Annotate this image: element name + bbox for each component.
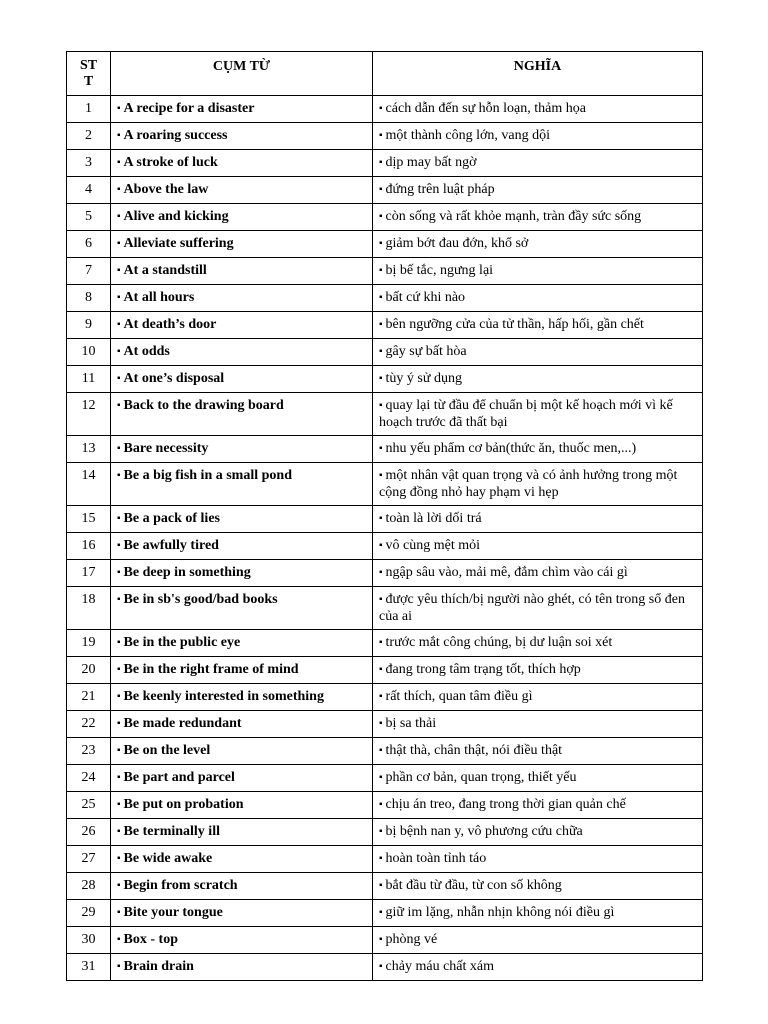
table-row (67, 630, 703, 657)
bullet-icon: ▪ (379, 400, 383, 411)
bullet-icon: ▪ (117, 238, 121, 249)
bullet-icon: ▪ (379, 907, 383, 918)
meaning-text: phòng vé (385, 932, 438, 947)
phrase-cell (111, 463, 373, 506)
meaning-cell (373, 177, 703, 204)
table-row (67, 96, 703, 123)
bullet-icon: ▪ (379, 470, 383, 481)
meaning-cell (373, 96, 703, 123)
bullet-icon: ▪ (117, 961, 121, 972)
phrase-text: A roaring success (123, 128, 228, 143)
phrase-cell (111, 506, 373, 533)
meaning-cell (373, 150, 703, 177)
bullet-icon: ▪ (379, 637, 383, 648)
bullet-icon: ▪ (117, 718, 121, 729)
phrase-text: At all hours (123, 290, 195, 305)
table-row (67, 711, 703, 738)
phrase-cell (111, 711, 373, 738)
phrase-text: Back to the drawing board (123, 398, 284, 413)
phrase-text: At death’s door (123, 317, 217, 332)
bullet-icon: ▪ (379, 540, 383, 551)
meaning-text: được yêu thích/bị người nào ghét, có tên trong sổ đen của ai (379, 592, 685, 624)
meaning-cell (373, 819, 703, 846)
meaning-cell (373, 792, 703, 819)
row-number: 7 (67, 258, 111, 285)
phrase-cell (111, 393, 373, 436)
bullet-icon: ▪ (117, 346, 121, 357)
phrase-text: Be in the right frame of mind (123, 662, 299, 677)
phrase-cell (111, 738, 373, 765)
table-row (67, 927, 703, 954)
phrase-text: Be a big fish in a small pond (123, 468, 292, 483)
table-row (67, 436, 703, 463)
bullet-icon: ▪ (117, 745, 121, 756)
row-number: 1 (67, 96, 111, 123)
bullet-icon: ▪ (117, 400, 121, 411)
meaning-cell (373, 436, 703, 463)
row-number: 26 (67, 819, 111, 846)
phrase-text: Begin from scratch (123, 878, 238, 893)
bullet-icon: ▪ (379, 513, 383, 524)
row-number: 16 (67, 533, 111, 560)
phrase-text: Be deep in something (123, 565, 251, 580)
phrase-cell (111, 258, 373, 285)
phrase-text: Be wide awake (123, 851, 213, 866)
row-number: 6 (67, 231, 111, 258)
meaning-text: rất thích, quan tâm điều gì (385, 689, 533, 704)
table-row (67, 873, 703, 900)
header-meaning: NGHĨA (373, 52, 703, 96)
bullet-icon: ▪ (379, 961, 383, 972)
row-number: 30 (67, 927, 111, 954)
meaning-text: còn sống và rất khỏe mạnh, tràn đầy sức sống (385, 209, 642, 224)
meaning-text: thật thà, chân thật, nói điều thật (385, 743, 563, 758)
meaning-cell (373, 463, 703, 506)
phrase-cell (111, 819, 373, 846)
row-number: 8 (67, 285, 111, 312)
bullet-icon: ▪ (379, 443, 383, 454)
phrase-cell (111, 312, 373, 339)
phrase-cell (111, 231, 373, 258)
row-number: 20 (67, 657, 111, 684)
bullet-icon: ▪ (379, 103, 383, 114)
meaning-text: vô cùng mệt mỏi (385, 538, 481, 553)
meaning-cell (373, 258, 703, 285)
row-number: 29 (67, 900, 111, 927)
meaning-cell (373, 630, 703, 657)
table-row (67, 506, 703, 533)
phrase-cell (111, 96, 373, 123)
meaning-cell (373, 533, 703, 560)
bullet-icon: ▪ (379, 772, 383, 783)
row-number: 25 (67, 792, 111, 819)
meaning-cell (373, 711, 703, 738)
bullet-icon: ▪ (379, 373, 383, 384)
row-number: 24 (67, 765, 111, 792)
meaning-text: giữ im lặng, nhẫn nhịn không nói điều gì (385, 905, 615, 920)
bullet-icon: ▪ (379, 346, 383, 357)
phrase-cell (111, 366, 373, 393)
bullet-icon: ▪ (117, 826, 121, 837)
header-phrase: CỤM TỪ (111, 52, 373, 96)
bullet-icon: ▪ (117, 211, 121, 222)
meaning-cell (373, 393, 703, 436)
phrase-cell (111, 846, 373, 873)
meaning-text: bắt đầu từ đầu, từ con số không (385, 878, 562, 893)
row-number: 15 (67, 506, 111, 533)
meaning-text: gây sự bất hòa (385, 344, 467, 359)
meaning-cell (373, 285, 703, 312)
bullet-icon: ▪ (379, 691, 383, 702)
phrase-text: Above the law (123, 182, 209, 197)
phrase-cell (111, 436, 373, 463)
bullet-icon: ▪ (117, 292, 121, 303)
meaning-text: bất cứ khi nào (385, 290, 466, 305)
meaning-text: một nhân vật quan trọng và có ảnh hưởng trong một cộng đồng nhỏ hay phạm vi hẹp (379, 468, 678, 500)
table-row (67, 123, 703, 150)
meaning-text: bên ngưỡng cửa của tử thần, hấp hối, gần chết (385, 317, 644, 332)
bullet-icon: ▪ (379, 567, 383, 578)
row-number: 22 (67, 711, 111, 738)
bullet-icon: ▪ (379, 130, 383, 141)
table-row (67, 846, 703, 873)
phrase-cell (111, 684, 373, 711)
phrase-text: A stroke of luck (123, 155, 218, 170)
table-row (67, 819, 703, 846)
bullet-icon: ▪ (379, 799, 383, 810)
row-number: 19 (67, 630, 111, 657)
phrase-text: A recipe for a disaster (123, 101, 255, 116)
row-number: 28 (67, 873, 111, 900)
meaning-text: bị sa thải (385, 716, 437, 731)
meaning-cell (373, 954, 703, 981)
phrase-text: Be made redundant (123, 716, 242, 731)
row-number: 13 (67, 436, 111, 463)
row-number: 17 (67, 560, 111, 587)
phrase-text: Box - top (123, 932, 178, 947)
row-number: 23 (67, 738, 111, 765)
table-row (67, 533, 703, 560)
table-row (67, 684, 703, 711)
meaning-cell (373, 846, 703, 873)
meaning-text: cách dẫn đến sự hỗn loạn, thảm họa (385, 101, 586, 116)
table-row (67, 900, 703, 927)
phrase-cell (111, 204, 373, 231)
row-number: 27 (67, 846, 111, 873)
phrase-cell (111, 927, 373, 954)
bullet-icon: ▪ (379, 292, 383, 303)
phrase-cell (111, 657, 373, 684)
bullet-icon: ▪ (117, 443, 121, 454)
phrase-text: At odds (123, 344, 170, 359)
meaning-text: trước mắt công chúng, bị dư luận soi xét (385, 635, 613, 650)
phrase-text: Be awfully tired (123, 538, 219, 553)
phrase-cell (111, 150, 373, 177)
bullet-icon: ▪ (379, 745, 383, 756)
bullet-icon: ▪ (379, 853, 383, 864)
bullet-icon: ▪ (379, 934, 383, 945)
meaning-text: bị bệnh nan y, vô phương cứu chữa (385, 824, 583, 839)
meaning-text: dịp may bất ngờ (385, 155, 477, 170)
row-number: 5 (67, 204, 111, 231)
meaning-text: tùy ý sử dụng (385, 371, 462, 386)
bullet-icon: ▪ (117, 853, 121, 864)
table-row (67, 738, 703, 765)
bullet-icon: ▪ (379, 238, 383, 249)
bullet-icon: ▪ (379, 319, 383, 330)
phrase-cell (111, 285, 373, 312)
phrase-cell (111, 533, 373, 560)
meaning-cell (373, 312, 703, 339)
bullet-icon: ▪ (117, 567, 121, 578)
table-row (67, 258, 703, 285)
table-row (67, 366, 703, 393)
table-header-row (67, 52, 703, 96)
meaning-text: toàn là lời dối trá (385, 511, 482, 526)
table-row (67, 285, 703, 312)
bullet-icon: ▪ (117, 691, 121, 702)
table-row (67, 954, 703, 981)
phrase-cell (111, 123, 373, 150)
table-row (67, 339, 703, 366)
phrase-text: Be on the level (123, 743, 211, 758)
meaning-cell (373, 900, 703, 927)
bullet-icon: ▪ (379, 184, 383, 195)
table-row (67, 312, 703, 339)
row-number: 10 (67, 339, 111, 366)
bullet-icon: ▪ (379, 594, 383, 605)
meaning-cell (373, 765, 703, 792)
meaning-text: đang trong tâm trạng tốt, thích hợp (385, 662, 581, 677)
meaning-cell (373, 684, 703, 711)
bullet-icon: ▪ (117, 772, 121, 783)
table-row (67, 177, 703, 204)
meaning-text: phần cơ bản, quan trọng, thiết yếu (385, 770, 577, 785)
bullet-icon: ▪ (117, 373, 121, 384)
row-number: 14 (67, 463, 111, 506)
row-number: 12 (67, 393, 111, 436)
bullet-icon: ▪ (117, 319, 121, 330)
bullet-icon: ▪ (379, 664, 383, 675)
meaning-text: quay lại từ đầu để chuẩn bị một kế hoạch mới vì kế hoạch trước đã thất bại (379, 398, 673, 430)
row-number: 2 (67, 123, 111, 150)
phrase-text: Be keenly interested in something (123, 689, 324, 704)
bullet-icon: ▪ (379, 826, 383, 837)
table-row (67, 792, 703, 819)
bullet-icon: ▪ (117, 664, 121, 675)
table-row (67, 463, 703, 506)
meaning-cell (373, 231, 703, 258)
phrase-cell (111, 339, 373, 366)
meaning-cell (373, 506, 703, 533)
row-number: 31 (67, 954, 111, 981)
bullet-icon: ▪ (117, 799, 121, 810)
meaning-text: một thành công lớn, vang dội (385, 128, 551, 143)
phrase-cell (111, 873, 373, 900)
meaning-cell (373, 738, 703, 765)
meaning-text: ngập sâu vào, mải mê, đắm chìm vào cái gì (385, 565, 628, 580)
meaning-cell (373, 587, 703, 630)
meaning-text: nhu yếu phẩm cơ bản(thức ăn, thuốc men,...) (385, 441, 637, 456)
phrase-text: Bare necessity (123, 441, 209, 456)
phrase-cell (111, 765, 373, 792)
bullet-icon: ▪ (117, 103, 121, 114)
phrase-cell (111, 560, 373, 587)
bullet-icon: ▪ (117, 265, 121, 276)
bullet-icon: ▪ (117, 637, 121, 648)
table-row (67, 150, 703, 177)
bullet-icon: ▪ (379, 211, 383, 222)
bullet-icon: ▪ (117, 540, 121, 551)
phrase-cell (111, 900, 373, 927)
phrase-text: Be terminally ill (123, 824, 220, 839)
phrase-text: Brain drain (123, 959, 194, 974)
row-number: 9 (67, 312, 111, 339)
meaning-cell (373, 204, 703, 231)
table-row (67, 657, 703, 684)
meaning-cell (373, 657, 703, 684)
bullet-icon: ▪ (117, 513, 121, 524)
phrase-cell (111, 954, 373, 981)
meaning-text: chảy máu chất xám (385, 959, 494, 974)
bullet-icon: ▪ (379, 265, 383, 276)
bullet-icon: ▪ (117, 880, 121, 891)
bullet-icon: ▪ (117, 907, 121, 918)
bullet-icon: ▪ (117, 157, 121, 168)
phrase-text: Be put on probation (123, 797, 244, 812)
bullet-icon: ▪ (117, 184, 121, 195)
row-number: 11 (67, 366, 111, 393)
bullet-icon: ▪ (117, 934, 121, 945)
phrase-text: Be in the public eye (123, 635, 241, 650)
meaning-cell (373, 339, 703, 366)
table-row (67, 560, 703, 587)
meaning-text: giảm bớt đau đớn, khổ sở (385, 236, 529, 251)
table-row (67, 765, 703, 792)
header-stt: STT (67, 52, 111, 96)
phrase-text: Bite your tongue (123, 905, 223, 920)
row-number: 3 (67, 150, 111, 177)
bullet-icon: ▪ (117, 594, 121, 605)
phrase-text: Be part and parcel (123, 770, 235, 785)
bullet-icon: ▪ (117, 470, 121, 481)
phrase-cell (111, 630, 373, 657)
meaning-cell (373, 873, 703, 900)
phrase-text: Be in sb's good/bad books (123, 592, 278, 607)
phrase-text: Be a pack of lies (123, 511, 220, 526)
meaning-cell (373, 927, 703, 954)
meaning-text: bị bế tắc, ngưng lại (385, 263, 494, 278)
phrase-cell (111, 792, 373, 819)
phrase-text: At a standstill (123, 263, 207, 278)
meaning-cell (373, 366, 703, 393)
row-number: 4 (67, 177, 111, 204)
bullet-icon: ▪ (379, 880, 383, 891)
phrase-text: Alive and kicking (123, 209, 229, 224)
meaning-text: chịu án treo, đang trong thời gian quản chế (385, 797, 626, 812)
table-row (67, 204, 703, 231)
meaning-text: đứng trên luật pháp (385, 182, 495, 197)
table-row (67, 587, 703, 630)
phrase-text: At one’s disposal (123, 371, 225, 386)
phrase-cell (111, 177, 373, 204)
bullet-icon: ▪ (379, 157, 383, 168)
row-number: 21 (67, 684, 111, 711)
table-row (67, 231, 703, 258)
table-row (67, 393, 703, 436)
meaning-cell (373, 560, 703, 587)
meaning-text: hoàn toàn tỉnh táo (385, 851, 487, 866)
vocabulary-table (66, 51, 703, 981)
meaning-cell (373, 123, 703, 150)
bullet-icon: ▪ (117, 130, 121, 141)
row-number: 18 (67, 587, 111, 630)
phrase-cell (111, 587, 373, 630)
bullet-icon: ▪ (379, 718, 383, 729)
phrase-text: Alleviate suffering (123, 236, 234, 251)
